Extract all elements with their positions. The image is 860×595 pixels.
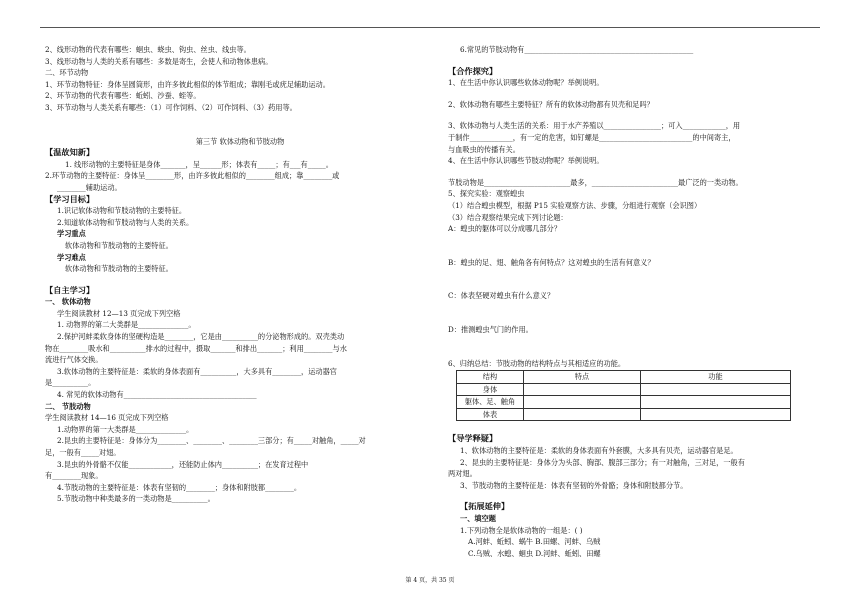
text-line: 是__________。 — [45, 378, 96, 388]
table-cell — [641, 383, 791, 396]
spacer — [45, 275, 435, 285]
text-line: A.河蚌、蚯蚓、蜗牛 B.田螺、河蚌、乌贼 — [468, 537, 601, 547]
text-line: 【自主学习】 — [45, 284, 95, 295]
text-line: ________辅助运动。 — [57, 182, 122, 192]
text-line: 1. 线形动物的主要特征是身体_______，呈______形；体表有_____；有___有_____。 — [65, 159, 333, 169]
text-line: 【学习目标】 — [45, 193, 95, 204]
text-line: 与血吸虫的传播有关。 — [448, 144, 520, 154]
text-line: 2、软体动物有哪些主要特征？所有的软体动物都有贝壳和足吗？ — [448, 99, 654, 109]
spacer — [448, 302, 833, 324]
spacer — [448, 268, 833, 290]
text-line: 学习难点 — [57, 252, 86, 262]
table-header-row — [457, 371, 791, 384]
spacer — [448, 167, 833, 177]
text-line: 4.节肢动物的主要特征是：体表有坚韧的________；身体和附肢都________。 — [57, 482, 302, 492]
text-line: 软体动物和节肢动物的主要特征。 — [65, 240, 173, 250]
text-line: 4、在生活中你认识哪些节肢动物呢？举例说明。 — [448, 156, 604, 166]
text-line: 6.常见的节肢动物有_______________________________________________ — [460, 45, 694, 54]
table-cell: 躯体、足、触角 — [457, 396, 524, 409]
page-number: 第 4 页，共 35 页 — [405, 577, 455, 584]
text-line: 两对翅。 — [448, 469, 477, 479]
spacer — [448, 336, 833, 358]
text-line: 学生阅读教材 14—16 页完成下列空格 — [45, 413, 169, 423]
text-line: 一、 软体动物 — [45, 297, 91, 307]
table-cell: 身体 — [457, 383, 524, 396]
text-line: 一、填空题 — [460, 514, 496, 524]
table-cell — [641, 396, 791, 409]
text-line: 2.保护河蚌柔软身体的坚硬构造是________，它是由__________的分泌物形成的。双壳类动 — [57, 332, 345, 342]
right-column-bottom — [448, 423, 833, 559]
text-line: 3、节肢动物的主要特征是：体表有坚韧的外骨骼；身体和附肢都分节。 — [460, 480, 688, 490]
text-line: 物在________吸水和__________排水的过程中，摄取_______和排出_______；利用________与水 — [45, 343, 347, 353]
text-line: 1、环节动物特征：身体呈圆筒形，由许多彼此相似的体节组成；靠刚毛或疣足辅助运动。 — [45, 79, 330, 89]
text-line: 3、软体动物与人类生活的关系：用于水产养殖以________________；可入____________，用 — [448, 121, 741, 131]
text-line: 【合作探究】 — [448, 65, 498, 76]
text-line: 5.节肢动物中种类最多的一类动物是__________。 — [57, 494, 215, 504]
text-line: 3、环节动物与人类关系有哪些：（1）可作饲料、（2）可作饲料、（3）药用等。 — [45, 102, 297, 112]
text-line: 第三节 软体动物和节肢动物 — [195, 136, 285, 146]
text-line: 【导学释疑】 — [448, 433, 498, 444]
text-line: 3.软体动物的主要特征是：柔软的身体表面有__________，大多具有________，运动器官 — [57, 366, 337, 376]
spacer — [448, 491, 833, 501]
text-line: 2、线形动物的代表有哪些：蛔虫、蛲虫、钩虫、丝虫、线虫等。 — [45, 45, 251, 54]
table-cell — [524, 408, 641, 421]
text-line: （3）结合观察结果完成下列讨论题： — [448, 212, 568, 222]
text-line: 1、软体动物的主要特征是：柔软的身体表面有外套膜，大多具有贝壳，运动器官是足。 — [460, 446, 738, 456]
text-line: 【拓展延伸】 — [460, 501, 510, 512]
text-line: 4. 常见的软体动物有_____________________________________ — [57, 390, 257, 400]
text-line: 2.知道软体动物和节肢动物与人类的关系。 — [57, 217, 194, 227]
table-cell — [641, 408, 791, 421]
text-line: 二、 节肢动物 — [45, 401, 91, 411]
text-line: B：蝗虫的足、翅、触角各有何特点？这对蝗虫的生活有何意义？ — [448, 257, 655, 267]
table-header-cell: 结构 — [457, 371, 524, 384]
text-line: 1、在生活中你认识哪些软体动物呢？举例说明。 — [448, 78, 604, 88]
text-line: 1.动物界的第一大类群是______________。 — [57, 424, 194, 434]
text-line: 足，一般有_____对翅。 — [45, 448, 121, 457]
text-line: 2.昆虫的主要特征是：身体分为________、________、________三部分；有_____对触角，_____对 — [57, 436, 366, 446]
table-cell: 体表 — [457, 408, 524, 421]
text-line: （1）结合蝗虫模型，根据 P15 实验观察方法、步骤，分组进行观察（会识图） — [448, 200, 702, 210]
text-line: 节肢动物是________________________最多，________________________最广泛的一类动物。 — [448, 177, 743, 187]
text-line: 【温故知新】 — [45, 147, 95, 158]
table-row — [457, 396, 791, 409]
text-line: A：蝗虫的躯体可以分成哪几部分？ — [448, 224, 562, 234]
text-line: 3、线形动物与人类的关系有哪些：多数是寄生，会使人和动物体患病。 — [45, 56, 273, 66]
table-header-cell: 功能 — [641, 371, 791, 384]
text-line: 流进行气体交换。 — [45, 355, 103, 365]
text-line: 5、探究实验：观察蝗虫 — [448, 189, 525, 199]
spacer — [45, 114, 435, 136]
structure-table — [456, 370, 791, 421]
header-rule — [40, 27, 820, 28]
spacer — [448, 235, 833, 257]
table-cell — [524, 383, 641, 396]
right-column — [448, 44, 833, 559]
text-line: 二、环节动物 — [45, 68, 89, 78]
text-line: 软体动物和节肢动物的主要特征。 — [65, 264, 173, 274]
text-line: 有________现象。 — [45, 471, 103, 481]
text-line: C.乌贼、水螅、蛔虫 D.河蚌、蚯蚓、田螺 — [468, 548, 601, 558]
text-line: 6、归纳总结：节肢动物的结构特点与其相适应的功能。 — [448, 358, 626, 368]
text-line: 学生阅读教材 12—13 页完成下列空格 — [57, 308, 181, 318]
table-row — [457, 383, 791, 396]
left-column — [45, 44, 435, 505]
table-cell — [524, 396, 641, 409]
right-column-top — [448, 44, 833, 369]
text-line: 1.识记软体动物和节肢动物的主要特征。 — [57, 206, 187, 216]
text-line: 3.昆虫的外骨骼不仅能____________，还能防止体内__________；在发育过程中 — [57, 459, 309, 469]
table-row — [457, 408, 791, 421]
text-line: 2.环节动物的主要特征：身体呈________形，由许多彼此相似的________组成；靠________或 — [45, 171, 340, 181]
text-line: 2、环节动物的代表有哪些：蚯蚓、沙蚕、蛭等。 — [45, 91, 201, 101]
table-header-cell: 特点 — [524, 371, 641, 384]
text-line: 1. 动物界的第二大类群是______________。 — [57, 320, 196, 330]
spacer — [448, 423, 833, 433]
text-line: C：体表坚硬对蝗虫有什么意义？ — [448, 291, 555, 301]
text-line: 学习重点 — [57, 229, 86, 239]
spacer — [448, 110, 833, 120]
text-line: 1.下列动物全是软体动物的一组是：( ) — [460, 525, 583, 535]
text-line: 于制作____________，有一定的危害，如钉螺是__________________________的中间寄主， — [448, 132, 736, 142]
spacer — [448, 56, 833, 66]
text-line: 2、昆虫的主要特征是：身体分为头部、胸部、腹部三部分；有一对触角，三对足，一般有 — [460, 457, 745, 467]
text-line: D：推测蝗虫气门的作用。 — [448, 324, 533, 334]
spacer — [448, 89, 833, 99]
